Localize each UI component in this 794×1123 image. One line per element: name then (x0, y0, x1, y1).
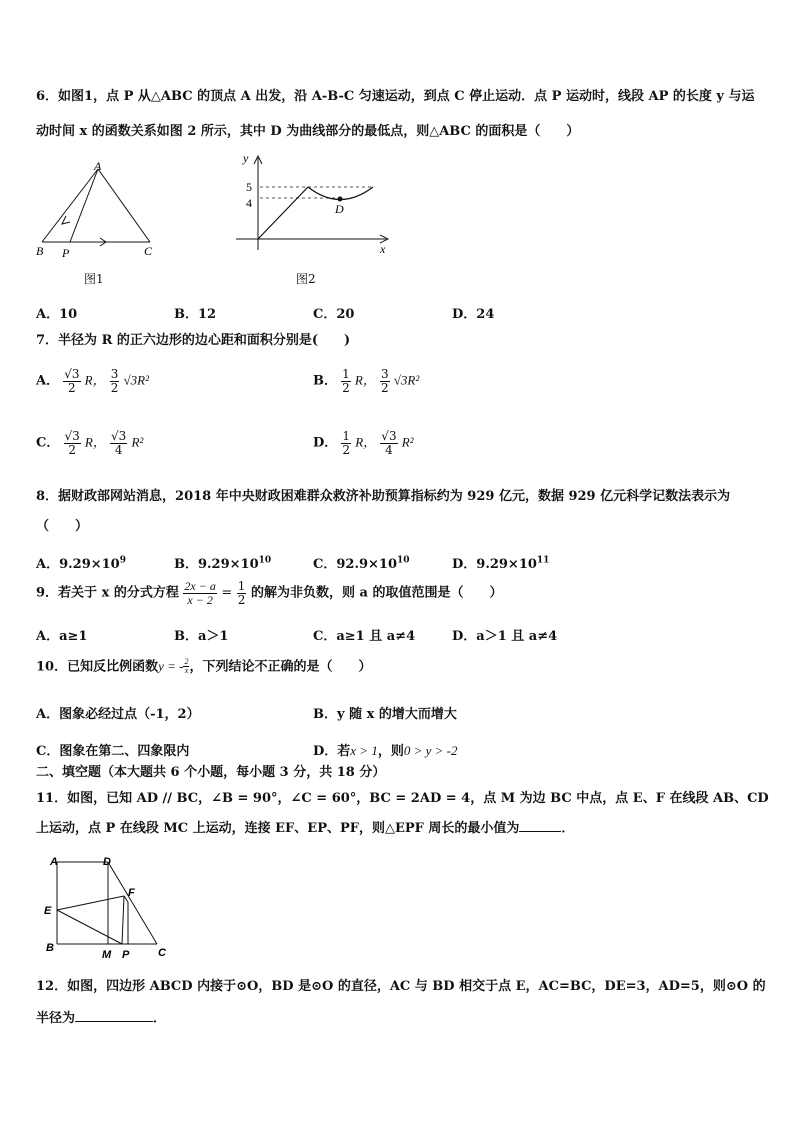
q7-a-frac1-num: √3 (64, 367, 80, 381)
fig1-label-a: A (94, 160, 102, 173)
q9-option-c: C．a≥1 且 a≠4 (313, 629, 416, 644)
q6-option-a: A．10 (36, 307, 78, 322)
q7-d-frac1-den: 2 (342, 442, 351, 457)
q12-stem-line2 (36, 1012, 166, 1025)
q7-c-frac2-den: 4 (114, 442, 123, 457)
q12-answer-blank (75, 1021, 153, 1022)
q8-option-d (452, 553, 549, 572)
q8-option-d-base: D．9.29×10 (452, 557, 537, 572)
q10-option-d-math1: x > 1 (350, 743, 378, 758)
q8-option-a-exp: 9 (119, 555, 126, 566)
q7-d-frac2-den: 4 (385, 442, 393, 457)
q9-stem (36, 580, 502, 606)
q9-frac1-den: x − 2 (187, 592, 213, 607)
q8-option-d-exp: 11 (536, 555, 550, 566)
q11-answer-blank (519, 831, 561, 832)
q10-frac-den: x (184, 666, 189, 676)
q6-option-d: D．24 (452, 307, 495, 322)
q7-b-frac2-num: 3 (381, 367, 389, 381)
q7-d-frac1-num: 1 (342, 429, 351, 443)
q7-option-d-label: D． (313, 435, 338, 451)
q8-option-b-exp: 10 (258, 555, 272, 566)
q11-label-p: P (122, 949, 130, 961)
q7-option-a-label: A． (36, 373, 60, 389)
q8-option-a (36, 553, 126, 572)
q8-option-a-base: A．9.29×10 (36, 557, 120, 572)
q9-frac2-den: 2 (237, 592, 246, 607)
q9-option-d: D．a＞1 且 a≠4 (452, 629, 558, 644)
q12-stem-line1: 12．如图，四边形 ABCD 内接于⊙O，BD 是⊙O 的直径，AC 与 BD 相交于点 E，AC=BC，DE=3，AD=5，则⊙O 的 (36, 979, 766, 994)
q11-label-d: D (103, 856, 111, 868)
q6-figure1-triangle (30, 160, 170, 260)
q9-frac2-num: 1 (237, 579, 246, 593)
q8-option-c (313, 553, 410, 572)
q10-option-d-label: D．若 (313, 744, 351, 759)
q7-b-text2: √3R² (393, 372, 420, 388)
q10-function: y = - (158, 658, 184, 674)
q9-stem-pre: 9．若关于 x 的分式方程 (36, 585, 179, 601)
q7-a-text1: R， (84, 372, 106, 388)
q9-option-a: A．a≥1 (36, 629, 88, 644)
q8-option-b (174, 553, 271, 572)
q6-stem-line2: 动时间 x 的函数关系如图 2 所示，其中 D 为曲线部分的最低点，则△ABC 的面积是（ ） (36, 124, 580, 139)
q9-frac1-num: 2x − a (184, 579, 216, 593)
q11-label-a: A (50, 856, 58, 868)
q10-option-b: B．y 随 x 的增大而增大 (313, 707, 457, 722)
fig2-label-4: 4 (246, 196, 252, 210)
q11-label-m: M (102, 949, 112, 961)
q6-figure2-caption: 图2 (296, 272, 316, 286)
fig2-label-x: x (380, 242, 386, 256)
q8-option-c-exp: 10 (397, 555, 410, 566)
q6-figure2-graph (228, 150, 398, 262)
q8-option-b-base: B．9.29×10 (174, 557, 259, 572)
q10-option-d-mid: ，则 (377, 744, 404, 759)
q7-a-text2: √3R² (123, 372, 150, 388)
q6-stem-line1: 6．如图1，点 P 从△ABC 的顶点 A 出发，沿 A-B-C 匀速运动，到点 C 停止运动．点 P 运动时，线段 AP 的长度 y 与运 (36, 89, 755, 104)
q10-frac-num: 2 (184, 657, 189, 666)
q9-equals: = (221, 585, 233, 601)
q10-stem (36, 658, 371, 676)
q6-figure1-caption: 图1 (84, 272, 104, 286)
q11-label-b: B (46, 942, 54, 954)
fig2-label-y: y (243, 151, 249, 165)
q10-option-d-math2: 0 > y > -2 (403, 743, 458, 758)
q7-d-text1: R， (355, 434, 377, 450)
q7-option-b-label: B． (313, 373, 337, 389)
q11-figure-trapezoid (40, 852, 175, 962)
q11-stem-line2 (36, 822, 574, 835)
q7-c-frac1-num: √3 (64, 429, 80, 443)
q7-d-text2: R² (401, 434, 414, 450)
section-heading-fill-in: 二、填空题（本大题共 6 个小题，每小题 3 分，共 18 分） (36, 765, 386, 780)
fig2-label-5: 5 (246, 180, 252, 194)
q11-stem-line2-text: 上运动，点 P 在线段 MC 上运动，连接 EF、EP、PF，则△EPF 周长的最小值为 (36, 821, 520, 836)
q10-option-d (313, 740, 458, 759)
q9-option-b: B．a＞1 (174, 629, 229, 644)
q7-d-frac2-num: √3 (381, 429, 397, 443)
q7-stem: 7．半径为 R 的正六边形的边心距和面积分别是( ) (36, 333, 351, 348)
q11-label-f: F (128, 887, 135, 899)
q7-b-frac2-den: 2 (381, 380, 389, 395)
q9-stem-post: 的解为非负数，则 a 的取值范围是（ ） (250, 585, 503, 601)
q10-stem-post: ，下列结论不正确的是（ ） (189, 659, 372, 675)
q7-c-text2: R² (131, 434, 144, 450)
q10-stem-pre: 10．已知反比例函数 (36, 659, 159, 675)
q8-option-c-base: C．92.9×10 (313, 557, 397, 572)
q7-c-text1: R， (84, 434, 106, 450)
fig1-label-p: P (62, 246, 70, 260)
q7-c-frac1-den: 2 (68, 442, 76, 457)
fig1-label-c: C (144, 244, 153, 258)
q7-option-d (313, 430, 414, 456)
q7-option-c (36, 430, 143, 456)
q11-stem-line2-end: ． (561, 821, 575, 836)
q7-option-c-label: C． (36, 435, 60, 451)
q11-label-c: C (158, 947, 166, 959)
q7-option-a (36, 368, 149, 394)
fig1-label-b: B (36, 244, 44, 258)
q12-stem-line2-text: 半径为 (36, 1011, 76, 1026)
fig2-label-d: D (335, 202, 344, 216)
q11-stem-line1: 11．如图，已知 AD // BC，∠B = 90°，∠C = 60°，BC = 2AD = 4，点 M 为边 BC 中点，点 E、F 在线段 AB、CD (36, 791, 769, 806)
q8-stem-line2: （ ） (36, 519, 89, 534)
q7-b-frac1-num: 1 (342, 367, 350, 381)
q8-stem-line1: 8．据财政部网站消息，2018 年中央财政困难群众救济补助预算指标约为 929 亿元，数据 929 亿元科学记数法表示为 (36, 489, 731, 504)
q7-b-frac1-den: 2 (342, 380, 350, 395)
q7-b-text1: R， (354, 372, 376, 388)
q11-label-e: E (44, 905, 52, 917)
q12-stem-line2-end: ． (153, 1011, 167, 1026)
q7-a-frac2-num: 3 (110, 367, 119, 381)
q10-option-c: C．图象在第二、四象限内 (36, 744, 190, 759)
q10-option-a: A．图象必经过点（-1，2） (36, 707, 200, 722)
q7-c-frac2-num: √3 (111, 429, 127, 443)
q6-option-b: B．12 (174, 307, 217, 322)
q6-option-c: C．20 (313, 307, 355, 322)
q7-a-frac2-den: 2 (110, 380, 119, 395)
q7-option-b (313, 368, 419, 394)
q7-a-frac1-den: 2 (68, 380, 76, 395)
